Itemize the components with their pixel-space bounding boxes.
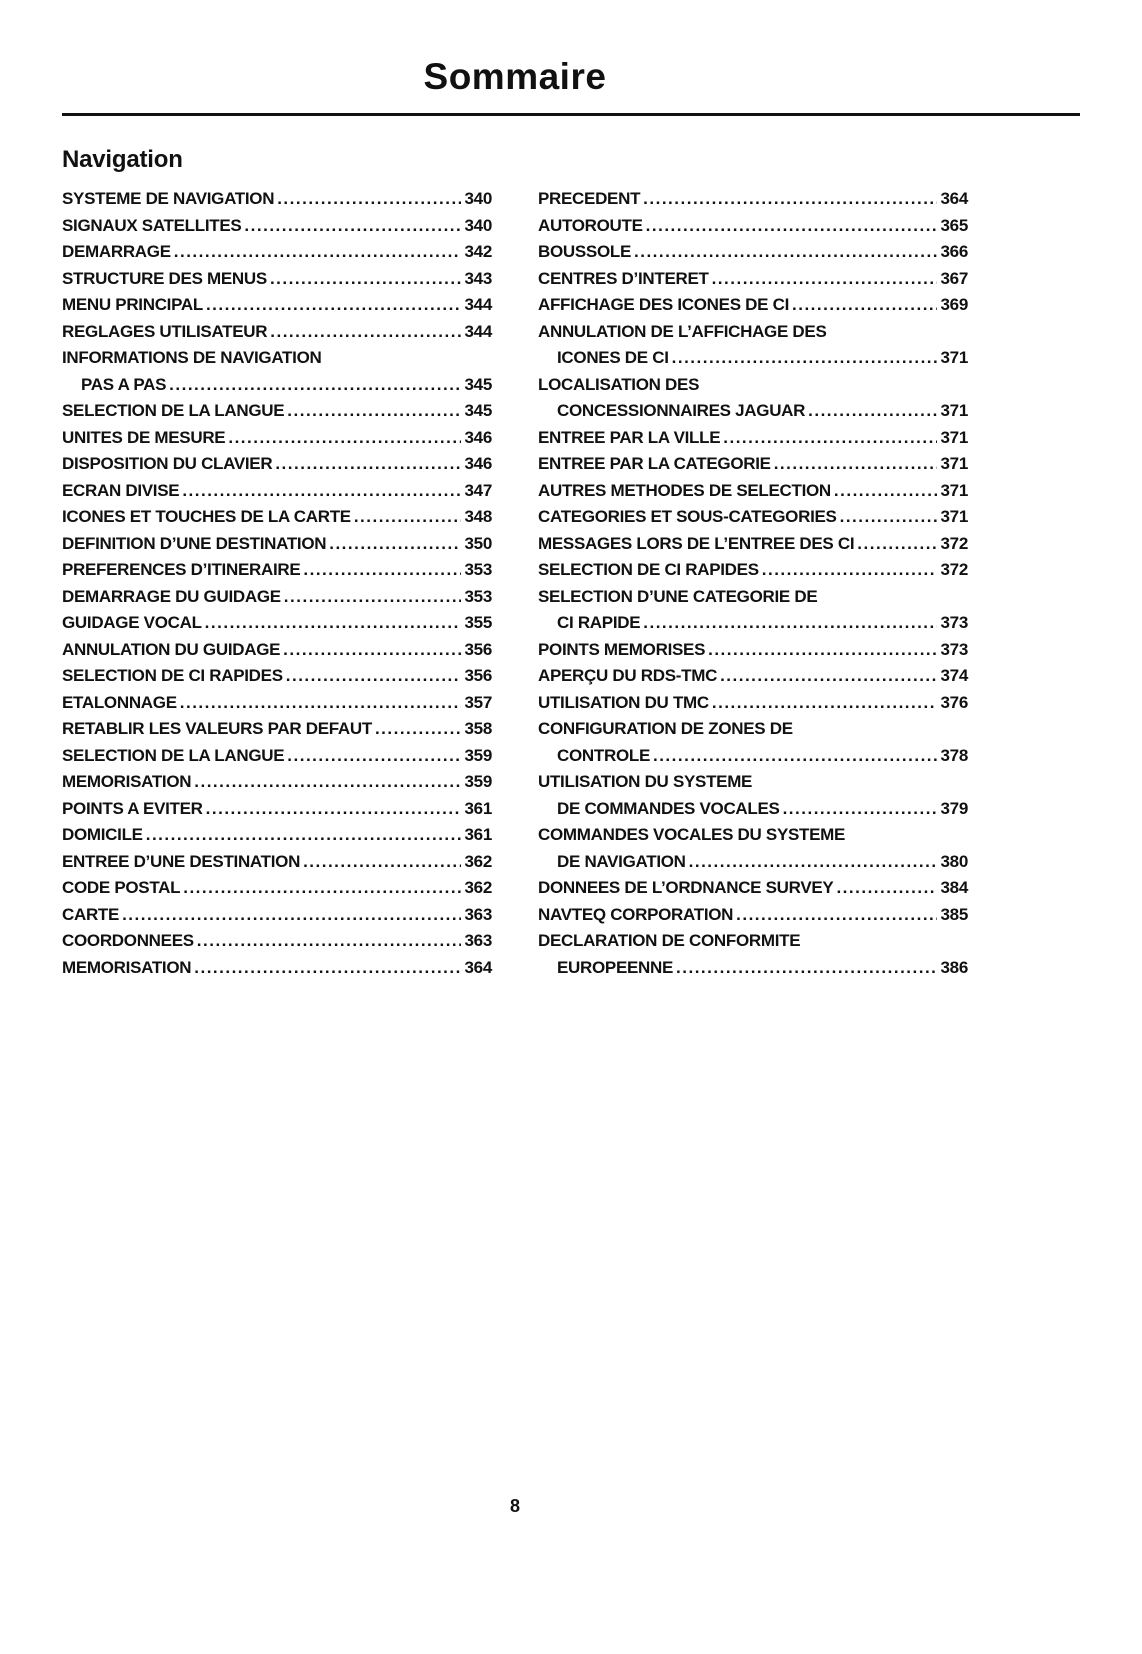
toc-entry-label: BOUSSOLE	[538, 242, 632, 261]
toc-leader-dots	[277, 186, 460, 213]
toc-leader-dots	[329, 531, 460, 558]
toc-entry	[538, 186, 968, 213]
toc-entry-label: AUTRES METHODES DE SELECTION	[538, 480, 831, 500]
toc-leader-dots	[774, 451, 937, 478]
toc-entry-page: 372	[940, 533, 968, 553]
toc-leader-dots	[228, 425, 460, 452]
toc-entry-page: 353	[464, 560, 492, 579]
toc-entry-page: 344	[464, 321, 492, 341]
toc-entry	[62, 610, 492, 637]
toc-entry	[62, 716, 492, 743]
toc-entry-page: 340	[464, 215, 492, 235]
toc-entry-label: ICONES DE CI	[557, 348, 669, 367]
toc-entry-page: 369	[940, 295, 968, 314]
toc-entry-label: REGLAGES UTILISATEUR	[62, 321, 268, 341]
toc-entry	[538, 239, 968, 266]
toc-leader-dots	[834, 478, 937, 505]
toc-leader-dots	[270, 319, 460, 346]
toc-entry-page: 378	[940, 745, 968, 765]
toc-leader-dots	[283, 637, 460, 664]
toc-entry-page: 384	[940, 878, 968, 897]
toc-entry-page: 350	[464, 533, 492, 553]
toc-leader-dots	[270, 266, 461, 293]
toc-entry-page: 346	[464, 454, 492, 473]
toc-leader-dots	[736, 902, 936, 929]
title-divider	[62, 113, 1080, 116]
toc-entry-label: SELECTION DE LA LANGUE	[62, 745, 285, 765]
toc-entry	[62, 186, 492, 213]
toc-entry-label: UNITES DE MESURE	[62, 427, 226, 447]
toc-entry	[538, 213, 968, 240]
toc-entry	[62, 372, 492, 399]
toc-entry	[62, 213, 492, 240]
toc-leader-dots	[284, 584, 461, 611]
toc-entry-page: 386	[940, 957, 968, 977]
toc-entry	[538, 451, 968, 478]
toc-entry-page: 372	[940, 560, 968, 579]
toc-entry	[538, 504, 968, 531]
toc-entry-label: GUIDAGE VOCAL	[62, 613, 202, 632]
toc-entry	[62, 822, 492, 849]
toc-entry-label: UTILISATION DU SYSTEME	[538, 772, 753, 791]
toc-entry-label: CI RAPIDE	[557, 613, 641, 632]
toc-entry-label: CATEGORIES ET SOUS-CATEGORIES	[538, 507, 837, 526]
toc-entry	[62, 849, 492, 876]
toc-leader-dots	[836, 875, 936, 902]
toc-entry-page: 364	[940, 189, 968, 208]
toc-entry	[538, 743, 968, 770]
toc-entry-label: SELECTION DE CI RAPIDES	[62, 666, 283, 685]
toc-entry-label: STRUCTURE DES MENUS	[62, 268, 267, 288]
toc-entry-label: NAVTEQ CORPORATION	[538, 904, 734, 924]
toc-entry-label: ENTREE PAR LA CATEGORIE	[538, 454, 771, 473]
toc-entry-page: 380	[940, 851, 968, 871]
toc-entry-label: CODE POSTAL	[62, 878, 181, 897]
toc-leader-dots	[287, 398, 460, 425]
toc-entry-label: COMMANDES VOCALES DU SYSTEME	[538, 825, 846, 844]
toc-entry	[538, 928, 968, 955]
toc-entry	[62, 345, 492, 372]
toc-leader-dots	[375, 716, 461, 743]
toc-entry-page: 357	[464, 692, 492, 712]
toc-leader-dots	[275, 451, 460, 478]
toc-entry	[62, 928, 492, 955]
toc-entry-label: POINTS MEMORISES	[538, 639, 706, 659]
toc-entry-page: 353	[464, 586, 492, 606]
toc-entry-label: CONFIGURATION DE ZONES DE	[538, 719, 793, 738]
toc-entry	[538, 425, 968, 452]
toc-entry-label: EUROPEENNE	[557, 957, 674, 977]
toc-entry-page: 345	[464, 374, 492, 394]
toc-columns	[62, 186, 968, 981]
toc-entry	[538, 690, 968, 717]
toc-entry	[62, 902, 492, 929]
toc-entry-label: SELECTION D’UNE CATEGORIE DE	[538, 586, 818, 606]
toc-entry-page: 343	[464, 268, 492, 288]
toc-entry-page: 340	[464, 189, 492, 208]
toc-entry	[538, 902, 968, 929]
toc-entry-label: ANNULATION DE L’AFFICHAGE DES	[538, 321, 827, 341]
toc-entry	[538, 849, 968, 876]
toc-entry-page: 348	[464, 507, 492, 526]
toc-entry-page: 355	[464, 613, 492, 632]
toc-entry-page: 367	[940, 268, 968, 288]
toc-leader-dots	[286, 663, 461, 690]
toc-leader-dots	[206, 292, 461, 319]
toc-leader-dots	[169, 372, 460, 399]
toc-entry-page: 363	[464, 904, 492, 924]
toc-entry-page: 362	[464, 878, 492, 897]
toc-leader-dots	[783, 796, 937, 823]
toc-entry-label: COORDONNEES	[62, 931, 194, 950]
toc-entry	[538, 637, 968, 664]
toc-entry-label: LOCALISATION DES	[538, 374, 700, 394]
toc-entry	[62, 769, 492, 796]
toc-entry	[62, 266, 492, 293]
toc-entry-page: 365	[940, 215, 968, 235]
toc-entry-label: DE COMMANDES VOCALES	[557, 798, 780, 818]
toc-entry-page: 371	[940, 480, 968, 500]
toc-entry-page: 371	[940, 454, 968, 473]
toc-entry	[538, 663, 968, 690]
toc-entry-page: 373	[940, 613, 968, 632]
toc-entry-page: 359	[464, 745, 492, 765]
toc-entry	[538, 875, 968, 902]
toc-leader-dots	[206, 796, 461, 823]
toc-entry-label: AUTOROUTE	[538, 215, 643, 235]
toc-entry-page: 359	[464, 772, 492, 791]
toc-leader-dots	[720, 663, 936, 690]
toc-leader-dots	[634, 239, 937, 266]
toc-leader-dots	[194, 955, 460, 982]
toc-entry-label: POINTS A EVITER	[62, 798, 203, 818]
toc-entry-page: 361	[464, 798, 492, 818]
toc-entry-label: ECRAN DIVISE	[62, 480, 180, 500]
toc-entry	[538, 319, 968, 346]
toc-entry-label: MESSAGES LORS DE L’ENTREE DES CI	[538, 533, 855, 553]
toc-entry	[62, 478, 492, 505]
toc-entry-page: 358	[464, 719, 492, 738]
toc-entry	[62, 398, 492, 425]
toc-entry-page: 347	[464, 480, 492, 500]
toc-entry-page: 385	[940, 904, 968, 924]
toc-entry-page: 361	[464, 825, 492, 844]
toc-entry	[62, 319, 492, 346]
toc-entry	[538, 584, 968, 611]
toc-entry-label: SIGNAUX SATELLITES	[62, 215, 242, 235]
toc-leader-dots	[146, 822, 461, 849]
toc-leader-dots	[712, 266, 937, 293]
toc-entry	[538, 266, 968, 293]
toc-entry-label: DEMARRAGE DU GUIDAGE	[62, 586, 281, 606]
toc-entry	[62, 239, 492, 266]
toc-leader-dots	[808, 398, 936, 425]
toc-entry	[62, 955, 492, 982]
toc-entry-label: AFFICHAGE DES ICONES DE CI	[538, 295, 790, 314]
toc-entry-label: CONCESSIONNAIRES JAGUAR	[557, 401, 806, 420]
toc-leader-dots	[194, 769, 460, 796]
toc-leader-dots	[354, 504, 461, 531]
toc-entry	[62, 796, 492, 823]
toc-leader-dots	[689, 849, 937, 876]
toc-leader-dots	[646, 213, 937, 240]
toc-leader-dots	[676, 955, 937, 982]
toc-entry-page: 371	[940, 507, 968, 526]
toc-leader-dots	[244, 213, 460, 240]
toc-entry-label: MEMORISATION	[62, 957, 192, 977]
toc-entry-page: 356	[464, 639, 492, 659]
toc-leader-dots	[723, 425, 936, 452]
toc-entry-page: 356	[464, 666, 492, 685]
toc-entry-label: ENTREE PAR LA VILLE	[538, 427, 721, 447]
toc-entry	[538, 557, 968, 584]
toc-entry	[62, 690, 492, 717]
toc-entry-label: PRECEDENT	[538, 189, 641, 208]
toc-entry-page: 363	[464, 931, 492, 950]
toc-leader-dots	[762, 557, 937, 584]
toc-entry	[62, 451, 492, 478]
toc-entry	[538, 345, 968, 372]
toc-entry	[62, 584, 492, 611]
toc-entry-page: 379	[940, 798, 968, 818]
toc-column-left	[62, 186, 492, 981]
toc-leader-dots	[708, 637, 936, 664]
toc-leader-dots	[303, 557, 460, 584]
toc-entry-page: 371	[940, 348, 968, 367]
toc-leader-dots	[180, 690, 461, 717]
toc-entry-page: 345	[464, 401, 492, 420]
toc-entry	[538, 796, 968, 823]
toc-entry-label: DE NAVIGATION	[557, 851, 686, 871]
toc-leader-dots	[792, 292, 937, 319]
toc-entry-label: ENTREE D’UNE DESTINATION	[62, 851, 301, 871]
toc-leader-dots	[857, 531, 936, 558]
toc-entry-label: INFORMATIONS DE NAVIGATION	[62, 348, 322, 367]
toc-entry-label: DOMICILE	[62, 825, 143, 844]
toc-entry-label: DECLARATION DE CONFORMITE	[538, 931, 801, 950]
toc-entry	[538, 769, 968, 796]
toc-entry-label: CARTE	[62, 904, 120, 924]
toc-entry	[62, 637, 492, 664]
toc-entry	[538, 398, 968, 425]
toc-entry-page: 366	[940, 242, 968, 261]
toc-entry-page: 342	[464, 242, 492, 261]
toc-entry-label: SYSTEME DE NAVIGATION	[62, 189, 275, 208]
toc-entry-page: 362	[464, 851, 492, 871]
toc-entry-label: DEFINITION D’UNE DESTINATION	[62, 533, 327, 553]
toc-leader-dots	[712, 690, 937, 717]
toc-entry	[62, 504, 492, 531]
toc-leader-dots	[303, 849, 460, 876]
toc-entry	[62, 663, 492, 690]
toc-entry	[538, 531, 968, 558]
toc-leader-dots	[205, 610, 461, 637]
toc-entry	[62, 425, 492, 452]
toc-entry	[62, 531, 492, 558]
toc-leader-dots	[183, 875, 460, 902]
toc-entry	[538, 716, 968, 743]
page-title: Sommaire	[423, 56, 607, 97]
toc-entry-page: 364	[464, 957, 492, 977]
toc-entry-page: 371	[940, 401, 968, 420]
toc-entry-label: ANNULATION DU GUIDAGE	[62, 639, 281, 659]
toc-entry	[62, 557, 492, 584]
toc-entry-label: ETALONNAGE	[62, 692, 177, 712]
toc-entry	[538, 372, 968, 399]
toc-entry-label: PREFERENCES D’ITINERAIRE	[62, 560, 301, 579]
toc-entry	[62, 292, 492, 319]
section-heading-navigation: Navigation	[62, 146, 183, 173]
toc-entry-label: MENU PRINCIPAL	[62, 295, 203, 314]
toc-entry-page: 373	[940, 639, 968, 659]
toc-entry-label: DISPOSITION DU CLAVIER	[62, 454, 273, 473]
page-number: 8	[509, 1496, 520, 1516]
toc-entry-page: 344	[464, 295, 492, 314]
toc-entry-page: 346	[464, 427, 492, 447]
toc-entry-page: 374	[940, 666, 968, 685]
toc-leader-dots	[122, 902, 460, 929]
toc-entry-label: SELECTION DE LA LANGUE	[62, 401, 285, 420]
toc-leader-dots	[643, 186, 936, 213]
toc-entry-label: RETABLIR LES VALEURS PAR DEFAUT	[62, 719, 372, 738]
toc-entry-label: UTILISATION DU TMC	[538, 692, 709, 712]
toc-column-right	[538, 186, 968, 981]
toc-entry-label: ICONES ET TOUCHES DE LA CARTE	[62, 507, 351, 526]
toc-entry-label: APERÇU DU RDS-TMC	[538, 666, 718, 685]
toc-leader-dots	[197, 928, 461, 955]
toc-leader-dots	[287, 743, 460, 770]
toc-entry	[62, 743, 492, 770]
toc-entry	[538, 478, 968, 505]
toc-entry-label: CONTROLE	[557, 745, 650, 765]
toc-entry-label: CENTRES D’INTERET	[538, 268, 709, 288]
toc-entry-label: PAS A PAS	[81, 374, 167, 394]
toc-entry-label: DONNEES DE L’ORDNANCE SURVEY	[538, 878, 834, 897]
toc-leader-dots	[174, 239, 461, 266]
toc-leader-dots	[643, 610, 936, 637]
toc-entry	[538, 955, 968, 982]
toc-leader-dots	[672, 345, 937, 372]
toc-entry-label: DEMARRAGE	[62, 242, 171, 261]
toc-entry-label: MEMORISATION	[62, 772, 192, 791]
toc-entry	[538, 610, 968, 637]
toc-entry	[538, 292, 968, 319]
toc-leader-dots	[182, 478, 460, 505]
toc-entry-label: SELECTION DE CI RAPIDES	[538, 560, 759, 579]
toc-leader-dots	[653, 743, 937, 770]
toc-entry	[538, 822, 968, 849]
toc-entry	[62, 875, 492, 902]
toc-leader-dots	[840, 504, 937, 531]
toc-entry-page: 376	[940, 692, 968, 712]
toc-entry-page: 371	[940, 427, 968, 447]
